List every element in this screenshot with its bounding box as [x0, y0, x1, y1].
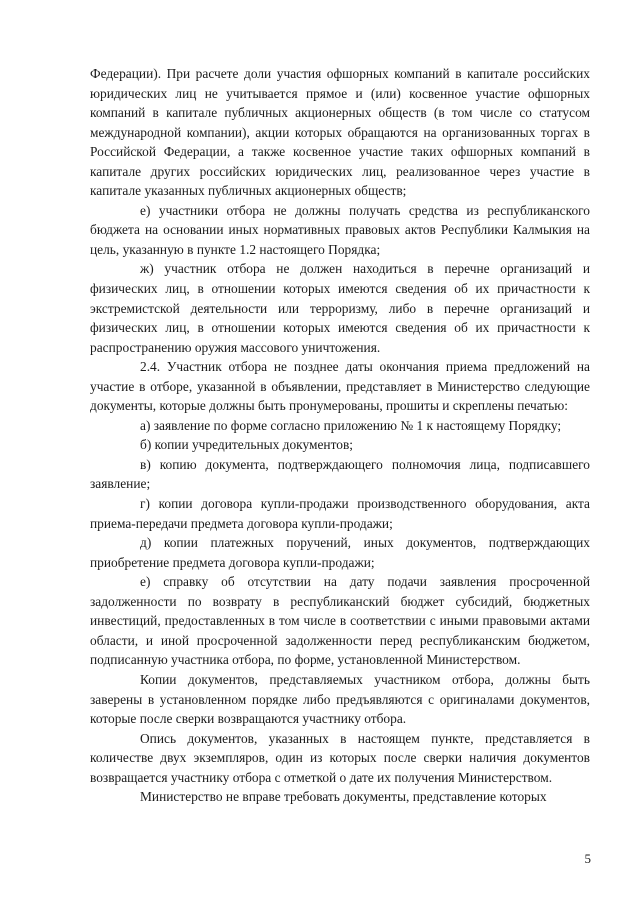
list-item-v: в) копию документа, подтверждающего полномочия лица, подписавшего заявление; — [90, 456, 590, 492]
paragraph-section-2-4: 2.4. Участник отбора не позднее даты окончания приема предложений на участие в отборе, указанной в объявлении, представляет в Министерство следующие документы, которые должны быть пронумерованы, прошиты и скреплены печатью: — [90, 359, 590, 414]
paragraph-inventory: Опись документов, указанных в настоящем пункте, представляется в количестве двух экземпляров, один из которых после сверки наличия документов возвращается участнику отбора с отметкой о дате их получения Министерством. — [90, 730, 590, 785]
paragraph-item-e: е) участники отбора не должны получать средства из республиканского бюджета на основании иных нормативных правовых актов Республики Калмыкия на цель, указанную в пункте 1.2 настоящего Порядка; — [90, 202, 590, 257]
list-item-g: г) копии договора купли-продажи производственного оборудования, акта приема-передачи предмета договора купли-продажи; — [90, 496, 590, 531]
list-item-b: б) копии учредительных документов; — [140, 437, 353, 453]
paragraph-copies: Копии документов, представляемых участником отбора, должны быть заверены в установленном порядке либо предъявляются с оригиналами документов, которые после сверки возвращаются участнику отбора. — [90, 671, 590, 727]
list-item-e: е) справку об отсутствии на дату подачи заявления просроченной задолженности по возврату в республиканский бюджет субсидий, бюджетных инвестиций, предоставленных в том числе в соответствии с иными правовыми актами области, и иной просроченной задолженности перед республиканским бюджетом, подписанную участника отбора, по форме, установленной Министерством. — [90, 574, 590, 668]
list-item-d: д) копии платежных поручений, иных документов, подтверждающих приобретение предмета договора купли-продажи; — [90, 535, 590, 570]
list-item-a: а) заявление по форме согласно приложению № 1 к настоящему Порядку; — [140, 417, 562, 433]
page-number: 5 — [584, 851, 591, 866]
document-body — [90, 64, 590, 807]
paragraph-continuation: Федерации). При расчете доли участия офшорных компаний в капитале российских юридических лиц не учитывается прямое и (или) косвенное участие офшорных компаний в капитале публичных акционерных обществ (в том числе со статусом международной компании), акции которых обращаются на организованных торгах в Российской Федерации, а также косвенное участие таких офшорных компаний в капитале других российских юридических лиц, реализованное через участие в капитале указанных публичных акционерных обществ; — [90, 66, 590, 199]
paragraph-ministry: Министерство не вправе требовать документы, представление которых — [140, 789, 547, 805]
paragraph-item-zh: ж) участник отбора не должен находиться в перечне организаций и физических лиц, в отношении которых имеются сведения об их причастности к экстремистской деятельности или терроризму, либо в перечне организаций и физических лиц, в отношении которых имеются сведения об их причастности к распространению оружия массового уничтожения. — [90, 261, 590, 355]
